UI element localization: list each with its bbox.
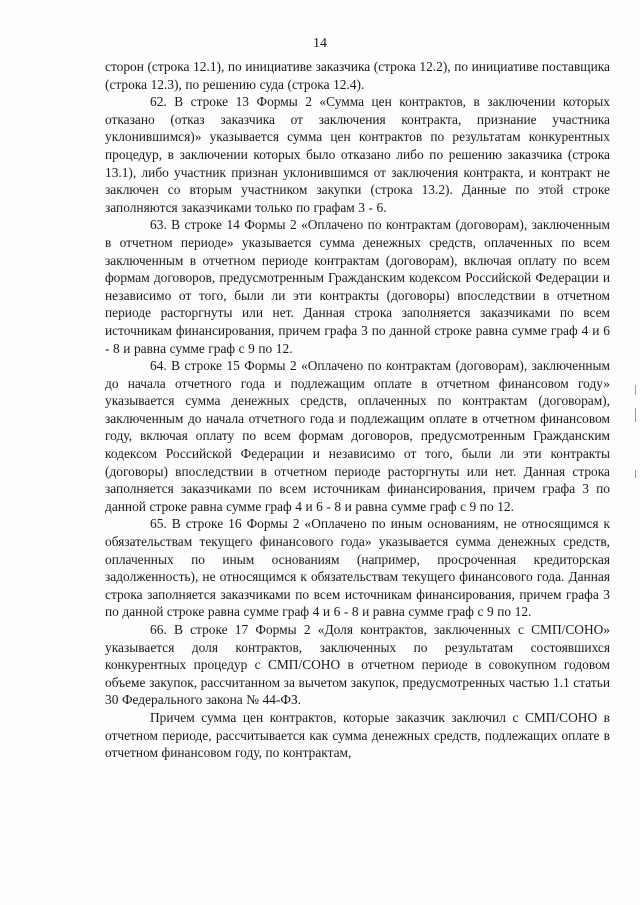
scan-margin-mark xyxy=(635,470,636,478)
scan-margin-mark xyxy=(635,385,636,395)
paragraph-continuation: сторон (строка 12.1), по инициативе заказчика (строка 12.2), по инициативе поставщика (строка 12.3), по решению суда (строка 12.4). xyxy=(105,59,610,92)
body-text xyxy=(105,58,610,762)
paragraph-64: 64. В строке 15 Формы 2 «Оплачено по контрактам (договорам), заключенным до начала отчетного года и подлежащим оплате в отчетном финансовом году» указывается сумма денежных средств, оплаченных по контрактам (договорам), заключенным до начала отчетного года и подлежащим оплате в отчетном финансовом году, включая оплату по всем формам договоров, предусмотренным Гражданским кодексом Российской Федерации и независимо от того, были ли эти контракты (договоры) впоследствии в отчетном периоде расторгнуты или нет. Данная строка заполняется заказчиками по всем источникам финансирования, причем графа 3 по данной строке равна сумме граф 4 и 6 - 8 и равна сумме граф с 9 по 12. xyxy=(105,358,610,514)
paragraph-62: 62. В строке 13 Формы 2 «Сумма цен контрактов, в заключении которых отказано (отказ заказчика от заключения контракта, признание участника уклонившимся)» указывается сумма цен контрактов по результатам конкурентных процедур, в заключении которых было отказано либо по решению заказчика (строка 13.1), либо участник признан уклонившимся от заключения контракта, и контракт не заключен со вторым участником закупки (строка 13.2). Данные по этой строке заполняются заказчиками только по графам 3 - 6. xyxy=(105,94,610,215)
paragraph-65: 65. В строке 16 Формы 2 «Оплачено по иным основаниям, не относящимся к обязательствам текущего финансового года» указывается сумма денежных средств, оплаченных по иным основаниям (например, просроченная кредиторская задолженность), не относящимся к обязательствам текущего финансового года. Данная строка заполняется заказчиками по всем источникам финансирования, причем графа 3 по данной строке равна сумме граф 4 и 6 - 8 и равна сумме граф с 9 по 12. xyxy=(105,516,610,620)
page-number: 14 xyxy=(313,36,327,51)
paragraph-continuation-end: Причем сумма цен контрактов, которые заказчик заключил с СМП/СОНО в отчетном периоде, рассчитывается как сумма денежных средств, подлежащих оплате в отчетном финансовом году, по контрактам, xyxy=(105,709,610,761)
paragraph-63: 63. В строке 14 Формы 2 «Оплачено по контрактам (договорам), заключенным в отчетном периоде» указывается сумма денежных средств, оплаченных по всем заключенным в отчетном периоде контрактам (договорам), включая оплату по всем формам договоров, предусмотренным Гражданским кодексом Российской Федерации и независимо от того, были ли эти контракты (договоры) впоследствии в отчетном периоде расторгнуты или нет. Данная строка заполняется заказчиками по всем источникам финансирования, причем графа 3 по данной строке равна сумме граф 4 и 6 - 8 и равна сумме граф с 9 по 12. xyxy=(105,217,610,356)
scan-margin-mark xyxy=(635,408,636,422)
paragraph-66: 66. В строке 17 Формы 2 «Доля контрактов, заключенных с СМП/СОНО» указывается доля контрактов, заключенных по результатам состоявшихся конкурентных процедур с СМП/СОНО в отчетном периоде в совокупном годовом объеме закупок, рассчитанном за вычетом закупок, предусмотренных частью 1.1 статьи 30 Федерального закона № 44-ФЗ. xyxy=(105,622,610,708)
